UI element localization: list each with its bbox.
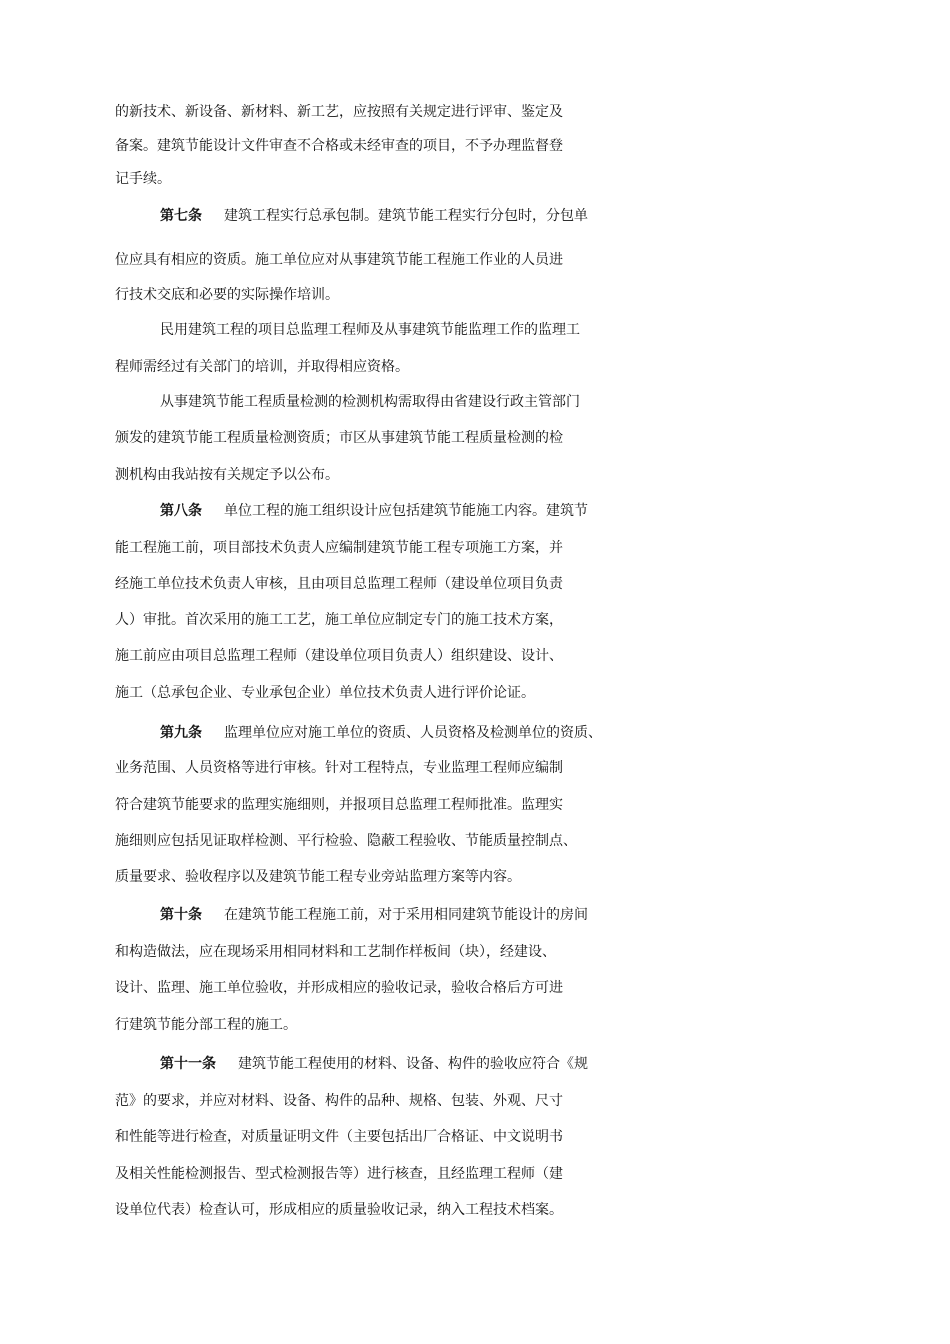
text-line: 施工前应由项目总监理工程师（建设单位项目负责人）组织建设、设计、 [115, 648, 563, 664]
article-text: 建筑工程实行总承包制。建筑节能工程实行分包时，分包单 [224, 208, 588, 224]
text-line: 民用建筑工程的项目总监理工程师及从事建筑节能监理工作的监理工 [160, 322, 580, 338]
text-line: 的新技术、新设备、新材料、新工艺，应按照有关规定进行评审、鉴定及 [115, 104, 563, 120]
article-heading: 第八条 [160, 503, 202, 519]
text-line: 备案。建筑节能设计文件审查不合格或未经审查的项目，不予办理监督登 [115, 138, 563, 154]
text-line: 设单位代表）检查认可，形成相应的质量验收记录，纳入工程技术档案。 [115, 1202, 563, 1218]
text-line: 范》的要求，并应对材料、设备、构件的品种、规格、包装、外观、尺寸 [115, 1093, 563, 1109]
article-heading: 第十条 [160, 907, 202, 923]
text-line: 和性能等进行检查，对质量证明文件（主要包括出厂合格证、中文说明书 [115, 1129, 563, 1145]
text-line: 经施工单位技术负责人审核，且由项目总监理工程师（建设单位项目负责 [115, 576, 563, 592]
text-line: 施工（总承包企业、专业承包企业）单位技术负责人进行评价论证。 [115, 685, 535, 701]
article-text: 单位工程的施工组织设计应包括建筑节能施工内容。建筑节 [224, 503, 588, 519]
article-heading: 第十一条 [160, 1056, 216, 1072]
text-line: 记手续。 [115, 171, 171, 187]
text-line: 颁发的建筑节能工程质量检测资质；市区从事建筑节能工程质量检测的检 [115, 430, 563, 446]
text-line: 测机构由我站按有关规定予以公布。 [115, 467, 339, 483]
text-line: 行建筑节能分部工程的施工。 [115, 1017, 297, 1033]
text-line: 符合建筑节能要求的监理实施细则，并报项目总监理工程师批准。监理实 [115, 797, 563, 813]
article-start-line [0, 895, 950, 935]
text-line: 和构造做法，应在现场采用相同材料和工艺制作样板间（块），经建设、 [115, 944, 556, 960]
text-line: 程师需经过有关部门的培训，并取得相应资格。 [115, 359, 409, 375]
text-line: 人）审批。首次采用的施工工艺，施工单位应制定专门的施工技术方案， [115, 612, 563, 628]
text-line: 及相关性能检测报告、型式检测报告等）进行核查，且经监理工程师（建 [115, 1166, 563, 1182]
text-line: 设计、监理、施工单位验收，并形成相应的验收记录，验收合格后方可进 [115, 980, 563, 996]
text-line: 施细则应包括见证取样检测、平行检验、隐蔽工程验收、节能质量控制点、 [115, 833, 577, 849]
text-line: 质量要求、验收程序以及建筑节能工程专业旁站监理方案等内容。 [115, 869, 521, 885]
article-start-line [0, 196, 950, 236]
text-line: 业务范围、人员资格等进行审核。针对工程特点，专业监理工程师应编制 [115, 760, 563, 776]
article-heading: 第九条 [160, 725, 202, 741]
article-text: 建筑节能工程使用的材料、设备、构件的验收应符合《规 [238, 1056, 588, 1072]
text-line: 位应具有相应的资质。施工单位应对从事建筑节能工程施工作业的人员进 [115, 252, 563, 268]
article-start-line [0, 713, 950, 753]
text-line: 行技术交底和必要的实际操作培训。 [115, 287, 339, 303]
article-start-line [0, 491, 950, 531]
text-line: 能工程施工前，项目部技术负责人应编制建筑节能工程专项施工方案，并 [115, 540, 563, 556]
text-line: 从事建筑节能工程质量检测的检测机构需取得由省建设行政主管部门 [160, 394, 580, 410]
article-heading: 第七条 [160, 208, 202, 224]
article-start-line [0, 1044, 950, 1084]
article-text: 在建筑节能工程施工前，对于采用相同建筑节能设计的房间 [224, 907, 588, 923]
article-text: 监理单位应对施工单位的资质、人员资格及检测单位的资质、 [224, 725, 602, 741]
